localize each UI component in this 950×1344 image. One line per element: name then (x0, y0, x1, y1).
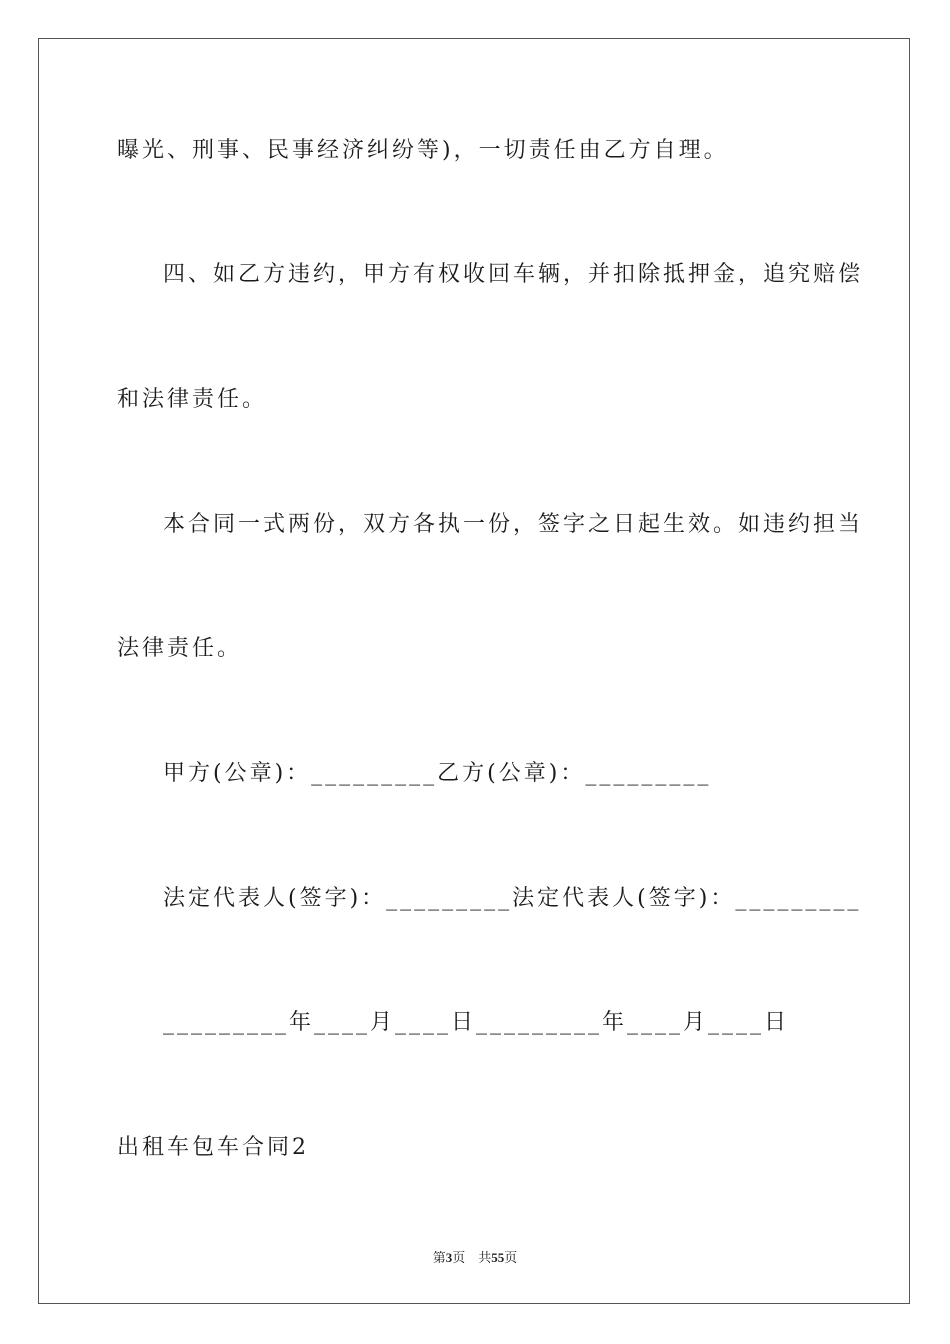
effectiveness-line-1: 本合同一式两份，双方各执一份，签字之日起生效。如违约担当 (163, 512, 864, 537)
clause-four-line-2: 和法律责任。 (117, 387, 268, 412)
date-line: _________年____月____日_________年____月____日 (163, 1010, 790, 1035)
paragraph-line-1: 曝光、刑事、民事经济纠纷等)，一切责任由乙方自理。 (117, 138, 729, 163)
clause-four-line-1: 四、如乙方违约，甲方有权收回车辆，并扣除抵押金，追究赔偿 (163, 262, 864, 287)
page-footer (0, 1247, 950, 1266)
footer-total-unit: 页 (504, 1250, 518, 1265)
footer-total-pages: 55 (491, 1250, 505, 1265)
footer-page-number: 3 (445, 1250, 453, 1265)
page-border (38, 38, 910, 1304)
effectiveness-line-2: 法律责任。 (117, 636, 243, 661)
section-title: 出租车包车合同2 (117, 1135, 309, 1160)
seal-line: 甲方(公章)：_________乙方(公章)：_________ (163, 761, 712, 786)
footer-total-prefix: 共 (478, 1250, 492, 1265)
footer-page-unit: 页 (452, 1250, 466, 1265)
signature-line: 法定代表人(签字)：_________法定代表人(签字)：_________ (163, 886, 862, 911)
footer-page-prefix: 第 (432, 1250, 446, 1265)
